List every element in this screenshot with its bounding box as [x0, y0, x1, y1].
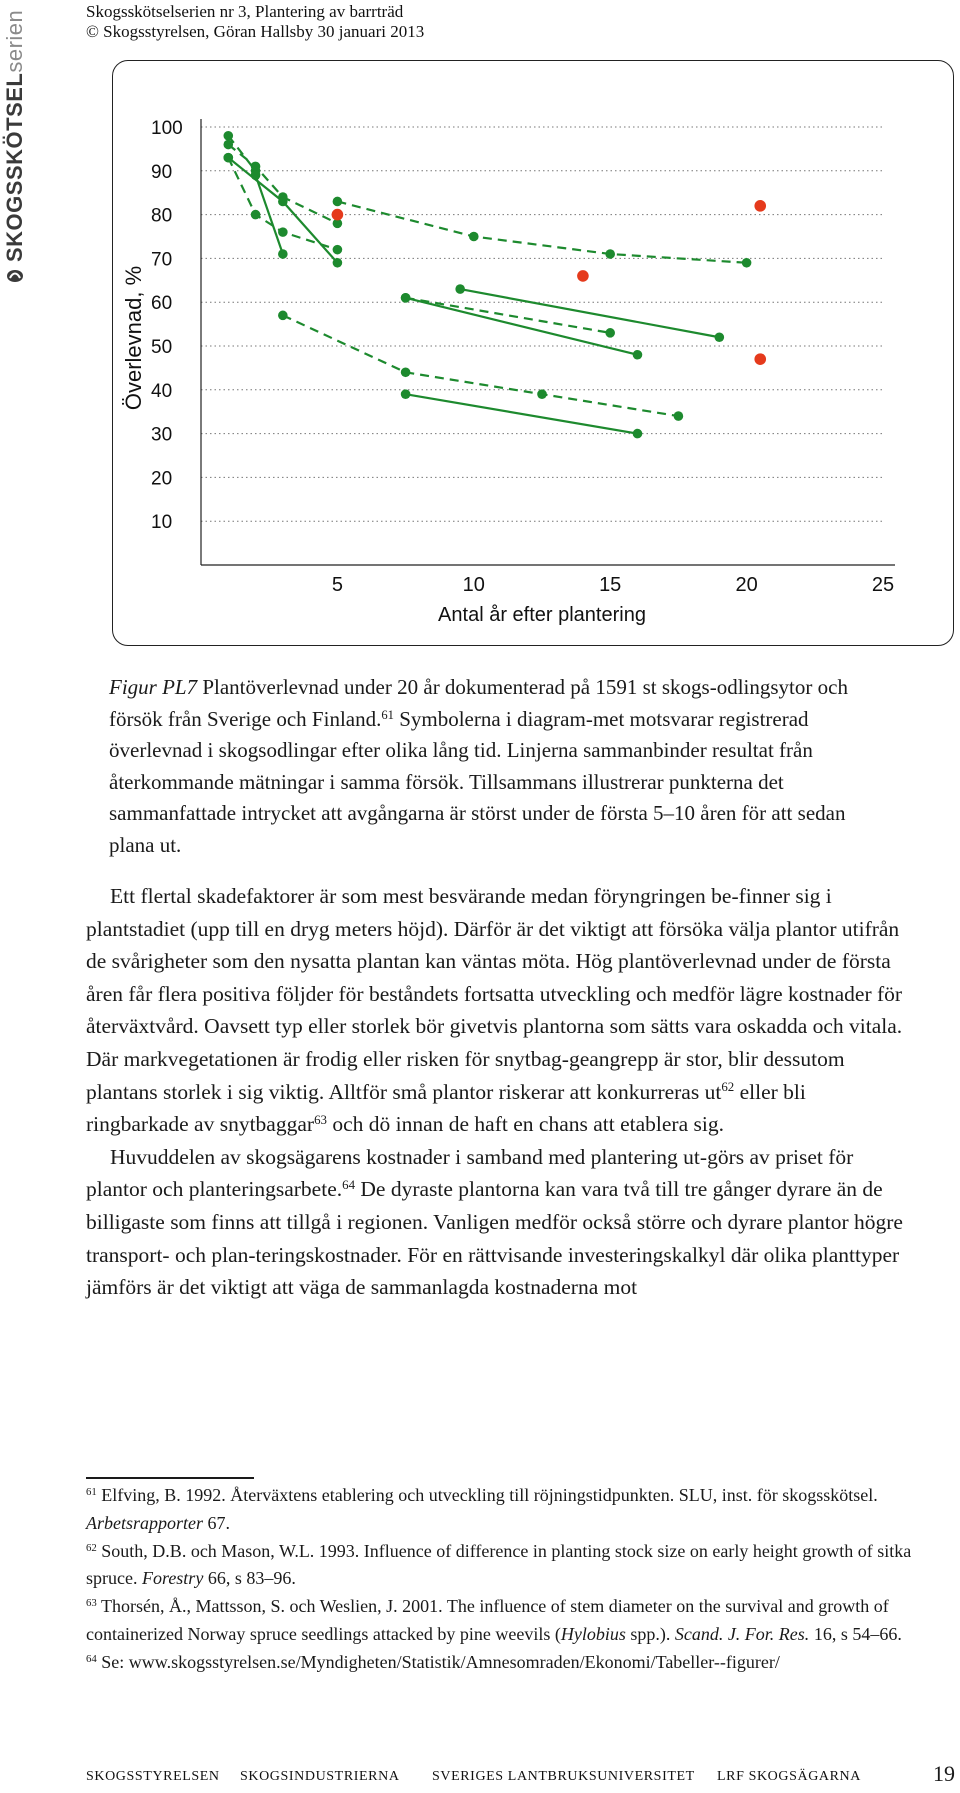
data-point	[251, 170, 261, 180]
y-tick-label: 40	[151, 380, 173, 402]
data-point	[223, 131, 233, 141]
body-p1-b: eller bli ringbarkade av snytbaggar	[86, 1079, 806, 1137]
series-line-7	[283, 315, 679, 416]
y-tick-label: 30	[151, 424, 173, 446]
footer-item-slu: SVERIGES LANTBRUKSUNIVERSITET	[432, 1769, 695, 1784]
body-text	[86, 880, 912, 1304]
series-line-8	[406, 394, 638, 433]
ref-62: 62	[721, 1080, 735, 1095]
data-point	[333, 197, 343, 207]
data-point	[278, 311, 288, 321]
fn-text: Thorsén, Å., Mattsson, S. och Weslien, J. 2001. The influence of stem diameter on the survival and growth of containerized Norway spruce seedlings attacked by pine weevils (	[86, 1596, 889, 1644]
fn-italic: Hylobius	[560, 1623, 626, 1644]
body-p1-a: Ett flertal skadefaktorer är som mest besvärande medan föryngringen be-finner sig i plantstadiet (upp till en dryg meters höjd). Därför är det viktigt att försöka välja plantor utifrån de svårigheter som den nysatta plantan kan väntas möta. Hög plantöverlevnad under de första åren får flera positiva följder för beståndets fortsatta utveckling och medför lägre kostnader för återväxtvård. Oavsett typ eller storlek bör givetvis plantorna som sätts vara oskadda och vitala. Där markvegetationen är frodig eller risken för snytbag-geangrepp är stor, blir dessutom plantans storlek i sig viktig. Alltför små plantor riskerar att konkurreras ut	[86, 884, 903, 1104]
data-point	[401, 293, 411, 303]
caption-text-2: Symbolerna i diagram-met motsvarar registrerad överlevnad i skogsodlingar efter olika lång tid. Linjerna sammanbinder resultat från återkommande mätningar i samma försök. Tillsammans illustrerar punkterna det sammanfattade intrycket att avgångarna är störst under de första 5–10 åren för att sedan plana ut.	[109, 706, 846, 857]
figure-frame	[112, 60, 954, 646]
highlight-point	[332, 209, 344, 221]
body-paragraph-1	[86, 880, 912, 1141]
footnote-rule	[86, 1477, 254, 1479]
footnotes	[86, 1482, 916, 1677]
body-p1-c: och dö innan de haft en chans att etablera sig.	[326, 1112, 724, 1137]
fn-num: 62	[86, 1541, 97, 1554]
data-point	[278, 197, 288, 207]
series-line-6	[337, 201, 746, 262]
fn-num: 64	[86, 1652, 97, 1665]
page-number: 19	[933, 1761, 955, 1786]
data-point	[278, 227, 288, 237]
footer-item-lrf: LRF SKOGSÄGARNA	[717, 1769, 861, 1784]
y-tick-label: 60	[151, 293, 173, 315]
data-point	[401, 367, 411, 377]
y-tick-label: 20	[151, 468, 173, 490]
series-line-3	[228, 158, 337, 263]
data-point	[223, 153, 233, 163]
data-point	[333, 245, 343, 255]
side-logo-text	[2, 10, 28, 262]
data-point	[251, 162, 261, 172]
caption-label: Figur PL7	[109, 675, 198, 699]
fn-text: 66, s 83–96.	[203, 1568, 296, 1589]
data-point	[715, 332, 725, 342]
data-point	[605, 328, 615, 338]
data-point	[605, 249, 615, 259]
body-p2-b: De dyraste plantorna kan vara två till tre gånger dyrare än de billigaste som finns att tillgå i regionen. Vanligen medför också större och dyrare plantor högre transport- och plan-teringskostnader. För en rättvisande investeringskalkyl där olika planttyper jämförs är det viktigt att väga de sammanlagda kostnaderna mot	[86, 1177, 903, 1300]
y-tick-label: 50	[151, 337, 173, 358]
side-logo-bold: SKOGSSKÖTSEL	[2, 72, 27, 262]
data-point	[674, 411, 684, 421]
fn-num: 61	[86, 1486, 97, 1499]
fn-num: 63	[86, 1597, 97, 1610]
series-line-9	[406, 298, 611, 333]
y-tick-label: 70	[151, 249, 173, 271]
data-point	[469, 232, 479, 242]
body-paragraph-2	[86, 1141, 912, 1304]
ref-63: 63	[314, 1113, 327, 1128]
data-point	[633, 350, 643, 360]
fn-italic: Forestry	[141, 1568, 204, 1589]
x-tick-label: 15	[599, 574, 622, 596]
footnote-64	[86, 1649, 916, 1677]
header-series: Skogsskötselserien nr 3, Plantering av barrträd	[86, 2, 404, 21]
x-tick-label: 25	[871, 574, 895, 596]
fn-italic: Scand. J. For. Res.	[674, 1623, 810, 1644]
footnote-61	[86, 1482, 916, 1538]
header-copyright: © Skogsstyrelsen, Göran Hallsby 30 januari 2013	[86, 22, 425, 41]
data-point	[251, 210, 261, 220]
figure-caption	[109, 672, 869, 861]
series-line-2	[228, 145, 337, 224]
data-point	[742, 258, 752, 268]
highlight-point	[577, 270, 589, 282]
highlight-point	[754, 200, 766, 212]
side-logo-light: serien	[2, 9, 27, 73]
highlight-point	[754, 353, 766, 365]
body-p2-a: Huvuddelen av skogsägarens kostnader i samband med plantering ut-görs av priset för plantor och planteringsarbete.	[86, 1144, 854, 1202]
logo-mark-icon	[5, 266, 25, 286]
fn-text: South, D.B. och Mason, W.L. 1993. Influence of difference in planting stock size on early height growth of sitka spruce.	[86, 1540, 912, 1589]
y-tick-label: 80	[151, 205, 173, 227]
y-axis-label: Överlevnad, %	[121, 265, 146, 411]
data-point	[633, 429, 643, 439]
x-tick-label: 10	[462, 574, 485, 596]
fn-text: Elfving, B. 1992. Återväxtens etablering och utveckling till röjningstidpunkten. SLU, inst. för skogsskötsel.	[96, 1485, 878, 1505]
data-point	[333, 258, 343, 268]
data-point	[278, 249, 288, 259]
y-tick-label: 10	[151, 512, 173, 534]
x-tick-label: 5	[331, 574, 343, 596]
footnote-63	[86, 1593, 916, 1649]
data-point	[223, 140, 233, 150]
x-axis-label: Antal år efter plantering	[438, 604, 646, 626]
caption-ref: 61	[381, 707, 394, 722]
data-point	[401, 389, 411, 399]
survival-chart	[113, 61, 955, 647]
caption-text: Plantöverlevnad under 20 år dokumenterad på 1591 st skogs-odlingsytor och försök från Sverige och Finland.	[109, 675, 848, 731]
fn-text: 16, s 54–66.	[809, 1623, 902, 1644]
fn-italic: Arbetsrapporter	[86, 1512, 203, 1533]
y-tick-label: 90	[151, 161, 173, 183]
ref-64: 64	[342, 1178, 356, 1193]
footer-item-skogsindustrierna: SKOGSINDUSTRIERNA	[240, 1769, 400, 1784]
x-tick-label: 20	[735, 574, 758, 596]
fn-text: 67.	[203, 1512, 230, 1533]
data-point	[537, 389, 547, 399]
y-tick-label: 100	[151, 118, 183, 139]
fn-text: Se: www.skogsstyrelsen.se/Myndigheten/Statistik/Amnesomraden/Ekonomi/Tabeller--figurer/	[96, 1651, 780, 1672]
footer-item-skogsstyrelsen: SKOGSSTYRELSEN	[86, 1769, 220, 1784]
fn-text: spp.).	[625, 1623, 675, 1644]
footnote-62	[86, 1538, 916, 1594]
data-point	[455, 284, 465, 294]
